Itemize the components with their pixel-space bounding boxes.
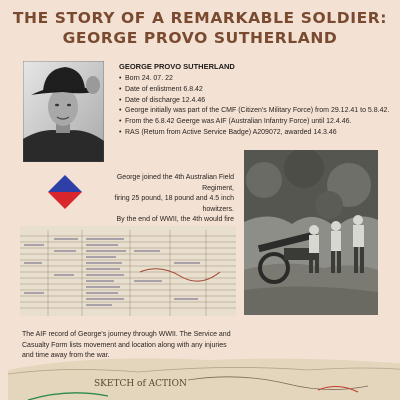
- title-line-2: GEORGE PROVO SUTHERLAND: [62, 29, 338, 47]
- title-line-1: THE STORY OF A REMARKABLE SOLDIER:: [12, 9, 388, 27]
- regiment-line: By the end of WWII, the 4th would fire: [116, 216, 234, 224]
- portrait-image: [23, 61, 104, 162]
- service-record-form: [20, 226, 236, 316]
- bio-heading: GEORGE PROVO SUTHERLAND: [119, 62, 235, 71]
- bio-item: • Date of discharge 12.4.46: [119, 96, 394, 107]
- bio-item: • From the 6.8.42 Geerge was AIF (Australian Infantry Force) until 12.4.46.: [119, 117, 394, 128]
- howitzer-field-photo: [244, 150, 378, 315]
- bio-item: • George initially was part of the CMF (Citizen's Military Force) from 29.12.41 to 5.8.42.: [119, 106, 394, 117]
- caption-line: and time away from the war.: [22, 352, 110, 360]
- regiment-colour-patch-icon: [47, 174, 83, 210]
- service-record-image: [20, 226, 236, 316]
- soldier-portrait-photo: [23, 61, 104, 162]
- bio-list: [119, 74, 394, 139]
- sketch-map-image: [8, 350, 400, 400]
- caption-line: Casualty Form lists movement and location along with any injuries: [22, 341, 227, 349]
- bio-item: • Born 24. 07. 22: [119, 74, 394, 85]
- bio-item: • RAS (Return from Active Service Badge) A209072, awarded 14.3.46: [119, 128, 394, 139]
- sketch-of-action-map: [8, 350, 400, 400]
- howitzer-image: [244, 150, 378, 315]
- caption-line: The AIF record of George's journey through WWII. The Service and: [22, 331, 231, 338]
- regiment-line: George joined the 4th Australian Field Regiment,: [116, 174, 234, 192]
- bio-item: • Date of enlistment 6.8.42: [119, 85, 394, 96]
- regiment-line: firing 25 pound, 18 pound and 4.5 inch howitzers.: [114, 195, 234, 213]
- sketch-label: SKETCH of ACTION: [94, 379, 187, 389]
- page-title: [0, 8, 400, 48]
